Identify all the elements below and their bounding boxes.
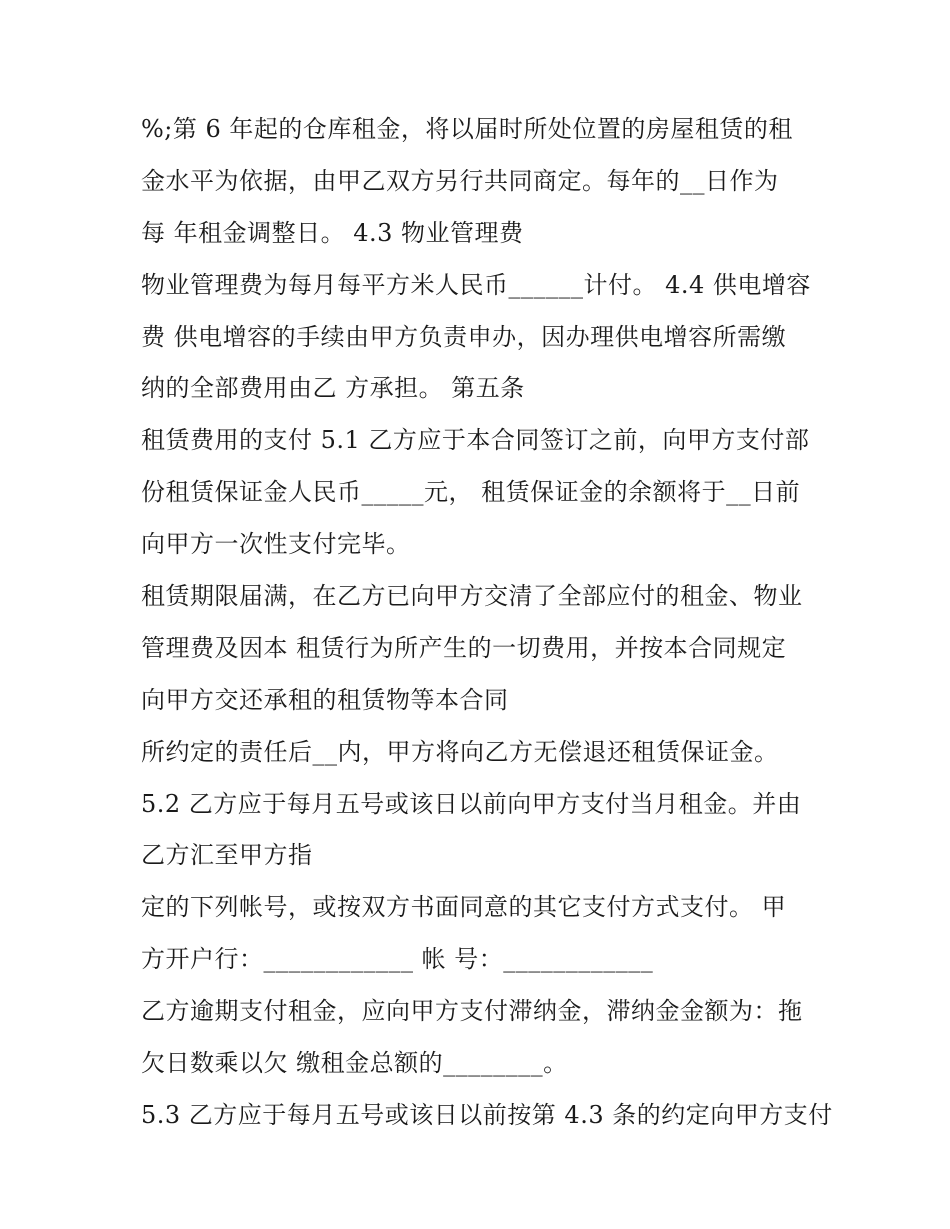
text-line: 乙方逾期支付租金，应向甲方支付滞纳金，滞纳金金额为：拖 (141, 997, 803, 1026)
text-line: 租赁期限届满，在乙方已向甲方交清了全部应付的租金、物业 (141, 582, 803, 611)
document-body (141, 104, 831, 1142)
text-line: 所约定的责任后__内，甲方将向乙方无偿退还租赁保证金。 (141, 737, 779, 766)
text-line: 金水平为依据，由甲乙双方另行共同商定。每年的__日作为 (141, 166, 779, 195)
text-line: 5.3 乙方应于每月五号或该日以前按第 4.3 条的约定向甲方支付 (141, 1100, 833, 1129)
text-line: 5.2 乙方应于每月五号或该日以前向甲方支付当月租金。并由 (141, 789, 802, 818)
text-line: 物业管理费为每月每平方米人民币______计付。 4.4 供电增容 (141, 270, 811, 299)
text-line: 费 供电增容的手续由甲方负责申办，因办理供电增容所需缴 (141, 322, 787, 351)
text-line: 管理费及因本 租赁行为所产生的一切费用，并按本合同规定 (141, 633, 787, 662)
text-line: %;第 6 年起的仓库租金，将以届时所处位置的房屋租赁的租 (141, 115, 793, 143)
text-line: 方开户行：____________ 帐 号：____________ (141, 945, 654, 974)
text-line: 欠日数乘以欠 缴租金总额的________。 (141, 1049, 568, 1078)
text-line: 租赁费用的支付 5.1 乙方应于本合同签订之前，向甲方支付部 (141, 426, 810, 455)
text-line: 定的下列帐号，或按双方书面同意的其它支付方式支付。 甲 (141, 893, 787, 922)
text-line: 乙方汇至甲方指 (141, 841, 313, 870)
text-line: 每 年租金调整日。 4.3 物业管理费 (141, 218, 524, 247)
text-line: 份租赁保证金人民币_____元， 租赁保证金的余额将于__日前 (141, 478, 801, 507)
text-line: 向甲方一次性支付完毕。 (141, 530, 411, 559)
text-line: 向甲方交还承租的租赁物等本合同 (141, 685, 509, 714)
text-line: 纳的全部费用由乙 方承担。 第五条 (141, 374, 525, 403)
